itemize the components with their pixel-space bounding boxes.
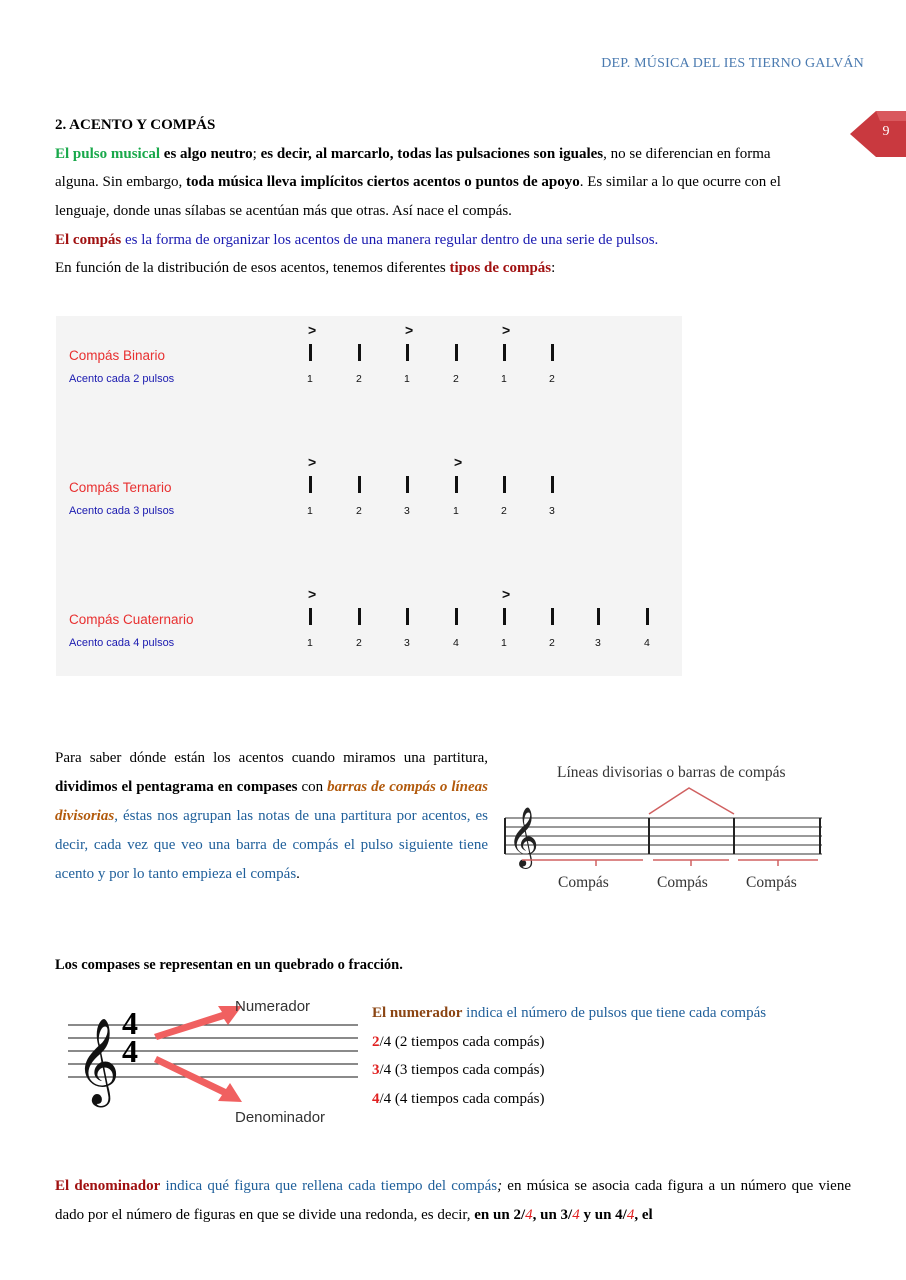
text-neutro: es algo neutro <box>163 146 253 162</box>
example-text: /4 (2 tiempos cada compás) <box>379 1033 545 1050</box>
text-e: en un 2/ <box>474 1206 526 1223</box>
pulse-mark <box>551 344 554 361</box>
pulse-count: 2 <box>453 373 459 385</box>
pulse-mark <box>406 476 409 493</box>
text-sep: ; <box>252 146 261 162</box>
example-number: 2 <box>372 1033 380 1050</box>
text-l2b: toda música lleva implícitos ciertos acentos o puntos de apoyo <box>185 174 580 190</box>
accent-mark: > <box>308 322 317 338</box>
term-barras-compas: barras de compás o líneas divisorias <box>55 779 488 824</box>
pulse-mark <box>503 608 506 625</box>
meter-row-subtitle: Acento cada 4 pulsos <box>69 637 175 649</box>
text-l5a: En función de la distribución de esos acentos, tenemos diferentes <box>55 260 450 276</box>
pulse-count: 1 <box>453 505 459 517</box>
term-denominador: El denominador <box>55 1178 161 1194</box>
meter-row-title: Compás Ternario <box>69 480 172 495</box>
text-l5c: : <box>551 260 556 276</box>
pulse-count: 1 <box>307 637 313 649</box>
text-j: 4 <box>626 1206 635 1223</box>
pulse-mark <box>358 344 361 361</box>
meter-row-title: Compás Binario <box>69 348 166 363</box>
numerator-line <box>372 999 766 1028</box>
treble-clef-icon: 𝄞 <box>508 807 539 867</box>
barlines-label-3: Compás <box>746 874 797 891</box>
example-number: 4 <box>372 1090 380 1107</box>
pulse-count: 1 <box>307 505 313 517</box>
barlines-label-2: Compás <box>657 874 708 891</box>
term-el-compas: El compás <box>55 232 122 248</box>
pulse-mark <box>309 608 312 625</box>
text-semicolon: ; <box>497 1178 503 1194</box>
pulse-mark <box>309 476 312 493</box>
pulse-count: 3 <box>595 637 601 649</box>
pulse-mark <box>503 344 506 361</box>
text-p2b: dividimos el pentagrama en compases <box>55 779 298 795</box>
pulse-mark <box>646 608 649 625</box>
section-title: 2. ACENTO Y COMPÁS <box>55 117 216 133</box>
text-l2a: alguna. Sin embargo, <box>55 174 186 190</box>
pulse-count: 2 <box>356 637 362 649</box>
pulse-count: 4 <box>453 637 459 649</box>
para1-line4 <box>55 226 851 255</box>
pulse-mark <box>358 608 361 625</box>
text-h: 4 <box>572 1206 580 1223</box>
pulse-mark <box>309 344 312 361</box>
pulse-count: 2 <box>356 505 362 517</box>
text-g: , un 3/ <box>532 1206 573 1223</box>
pulse-count: 4 <box>644 637 650 649</box>
para1-line2 <box>55 168 851 197</box>
treble-clef-icon: 𝄞 <box>76 1018 120 1104</box>
pulse-count: 2 <box>549 373 555 385</box>
page-header: DEP. MÚSICA DEL IES TIERNO GALVÁN <box>601 56 864 71</box>
para1-line5 <box>55 254 851 283</box>
time-signature-figure <box>62 992 362 1132</box>
accent-mark: > <box>308 454 317 470</box>
page-number-badge <box>850 111 906 157</box>
pulse-count: 3 <box>549 505 555 517</box>
numerator-definition: indica el número de pulsos que tiene cada compás <box>462 1005 767 1021</box>
pulse-mark <box>597 608 600 625</box>
numerator-label: Numerador <box>235 998 311 1015</box>
text-i: y un 4/ <box>579 1206 627 1223</box>
text-k: , el <box>634 1206 653 1223</box>
meter-row-subtitle: Acento cada 3 pulsos <box>69 505 175 517</box>
denominator-paragraph <box>55 1172 851 1229</box>
pulse-count: 2 <box>356 373 362 385</box>
barlines-label-1: Compás <box>558 874 609 891</box>
text-tail: , no se diferencian en forma <box>603 146 771 162</box>
pulse-count: 1 <box>307 373 313 385</box>
accent-mark: > <box>454 454 463 470</box>
barlines-paragraph <box>55 744 488 889</box>
barlines-figure <box>500 752 835 902</box>
para1-line3: lenguaje, donde unas sílabas se acentúan más que otras. Así nace el compás. <box>55 203 512 219</box>
pulse-mark <box>503 476 506 493</box>
numerator-example-3 <box>372 1056 766 1085</box>
page-number: 9 <box>882 124 890 139</box>
pulse-count: 2 <box>501 505 507 517</box>
numerator-example-2 <box>372 1028 766 1057</box>
accent-mark: > <box>502 322 511 338</box>
pulse-count: 1 <box>501 373 507 385</box>
denominator-definition: indica qué figura que rellena cada tiempo del compás <box>160 1178 498 1194</box>
accent-mark: > <box>308 586 317 602</box>
accent-mark: > <box>502 586 511 602</box>
text-iguales: es decir, al marcarlo, todas las pulsaciones son iguales <box>260 146 604 162</box>
pulse-count: 1 <box>404 373 410 385</box>
meter-row-title: Compás Cuaternario <box>69 612 194 627</box>
term-pulso-musical: El pulso musical <box>55 146 161 162</box>
accent-mark: > <box>405 322 414 338</box>
time-signature-bottom: 4 <box>122 1033 138 1069</box>
definition-compas: es la forma de organizar los acentos de una manera regular dentro de una serie de pulsos. <box>121 232 659 248</box>
term-tipos-compas: tipos de compás <box>449 260 552 276</box>
numerator-example-4 <box>372 1085 766 1114</box>
text-l2c: . Es similar a lo que ocurre con el <box>579 174 781 190</box>
text-p2c: con <box>297 779 328 795</box>
pulse-count: 3 <box>404 505 410 517</box>
pulse-count: 3 <box>404 637 410 649</box>
pulse-mark <box>406 344 409 361</box>
pulse-mark <box>551 608 554 625</box>
numerator-explanation <box>372 999 766 1113</box>
para1-line1 <box>55 140 851 169</box>
example-number: 3 <box>372 1062 380 1078</box>
text-d: en música se asocia cada figura a un número que viene dado por el número de figuras en que se divide una redonda, es decir, <box>55 1178 851 1223</box>
text-f: 4 <box>525 1206 533 1223</box>
text-p2a: Para saber dónde están los acentos cuando miramos una partitura, <box>55 750 488 766</box>
text-p2e: , éstas nos agrupan las notas de una partitura por acentos, es decir, cada vez que veo una barra de compás el pulso siguiente tiene acento y por lo tanto empieza el compás <box>55 808 488 882</box>
meter-row-subtitle: Acento cada 2 pulsos <box>69 373 175 385</box>
fraction-heading: Los compases se representan en un quebrado o fracción. <box>55 957 403 973</box>
pulse-mark <box>455 608 458 625</box>
pulse-count: 2 <box>549 637 555 649</box>
term-numerador: El numerador <box>372 1005 463 1021</box>
example-text: /4 (4 tiempos cada compás) <box>379 1090 545 1107</box>
pulse-mark <box>455 476 458 493</box>
barlines-figure-title: Líneas divisorias o barras de compás <box>557 764 786 781</box>
pulse-mark <box>455 344 458 361</box>
pulse-mark <box>358 476 361 493</box>
pulse-count: 1 <box>501 637 507 649</box>
time-signature-top: 4 <box>122 1005 138 1041</box>
pulse-mark <box>406 608 409 625</box>
meter-types-chart <box>56 316 682 676</box>
pulse-mark <box>551 476 554 493</box>
denominator-label: Denominador <box>235 1109 326 1126</box>
example-text: /4 (3 tiempos cada compás) <box>379 1062 545 1078</box>
text-p2f: . <box>296 866 300 882</box>
